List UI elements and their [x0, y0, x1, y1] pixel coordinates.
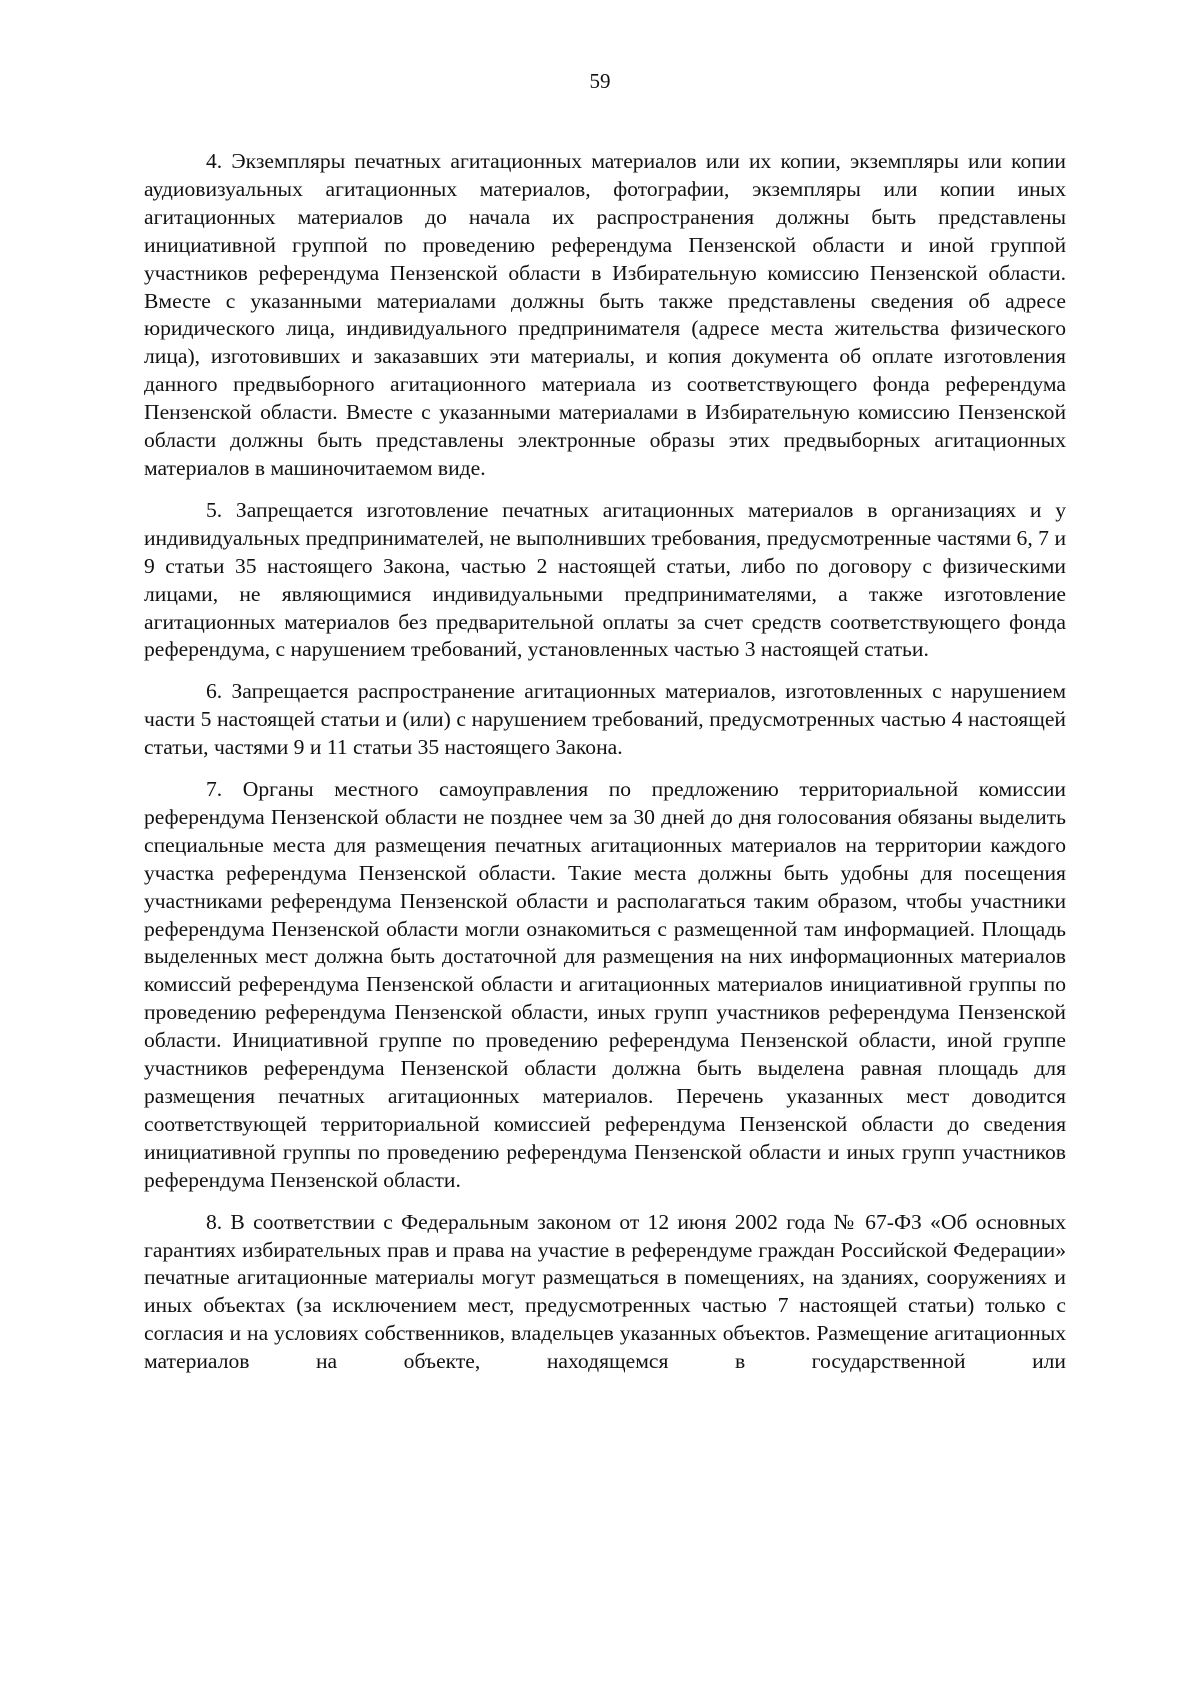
- paragraph-8: 8. В соответствии с Федеральным законом от 12 июня 2002 года № 67-ФЗ «Об основных гарантиях избирательных прав и права на участие в референдуме граждан Российской Федерации» печатные агитационные материалы могут размещаться в помещениях, на зданиях, сооружениях и иных объектах (за исключением мест, предусмотренных частью 7 настоящей статьи) только с согласия и на условиях собственников, владельцев указанных объектов. Размещение агитационных материалов на объекте, находящемся в государственной или: [144, 1209, 1066, 1374]
- document-body: [144, 148, 1066, 1376]
- paragraph-6: 6. Запрещается распространение агитационных материалов, изготовленных с нарушением части 5 настоящей статьи и (или) с нарушением требований, предусмотренных частью 4 настоящей статьи, частями 9 и 11 статьи 35 настоящего Закона.: [144, 679, 1066, 760]
- paragraph-4: 4. Экземпляры печатных агитационных материалов или их копии, экземпляры или копии аудиовизуальных агитационных материалов, фотографии, экземпляры или копии иных агитационных материалов до начала их распространения должны быть представлены инициативной группой по проведению референдума Пензенской области и иной группой участников референдума Пензенской области в Избирательную комиссию Пензенской области. Вместе с указанными материалами должны быть также представлены сведения об адресе юридического лица, индивидуального предпринимателя (адресе места жительства физического лица), изготовивших и заказавших эти материалы, и копия документа об оплате изготовления данного предвыборного агитационного материала из соответствующего фонда референдума Пензенской области. Вместе с указанными материалами в Избирательную комиссию Пензенской области должны быть представлены электронные образы этих предвыборных агитационных материалов в машиночитаемом виде.: [144, 149, 1066, 480]
- paragraph-5: 5. Запрещается изготовление печатных агитационных материалов в организациях и у индивидуальных предпринимателей, не выполнивших требования, предусмотренные частями 6, 7 и 9 статьи 35 настоящего Закона, частью 2 настоящей статьи, либо по договору с физическими лицами, не являющимися индивидуальными предпринимателями, а также изготовление агитационных материалов без предварительной оплаты за счет средств соответствующего фонда референдума, с нарушением требований, установленных частью 3 настоящей статьи.: [144, 497, 1066, 662]
- page-number: 59: [589, 69, 611, 93]
- paragraph-7: 7. Органы местного самоуправления по предложению территориальной комиссии референдума Пензенской области не позднее чем за 30 дней до дня голосования обязаны выделить специальные места для размещения печатных агитационных материалов на территории каждого участка референдума Пензенской области. Такие места должны быть удобны для посещения участниками референдума Пензенской области и располагаться таким образом, чтобы участники референдума Пензенской области могли ознакомиться с размещенной там информацией. Площадь выделенных мест должна быть достаточной для размещения на них информационных материалов комиссий референдума Пензенской области и агитационных материалов инициативной группы по проведению референдума Пензенской области, иных групп участников референдума Пензенской области. Инициативной группе по проведению референдума Пензенской области, иной группе участников референдума Пензенской области должна быть выделена равная площадь для размещения печатных агитационных материалов. Перечень указанных мест доводится соответствующей территориальной комиссией референдума Пензенской области до сведения инициативной группы по проведению референдума Пензенской области и иных групп участников референдума Пензенской области.: [144, 777, 1066, 1192]
